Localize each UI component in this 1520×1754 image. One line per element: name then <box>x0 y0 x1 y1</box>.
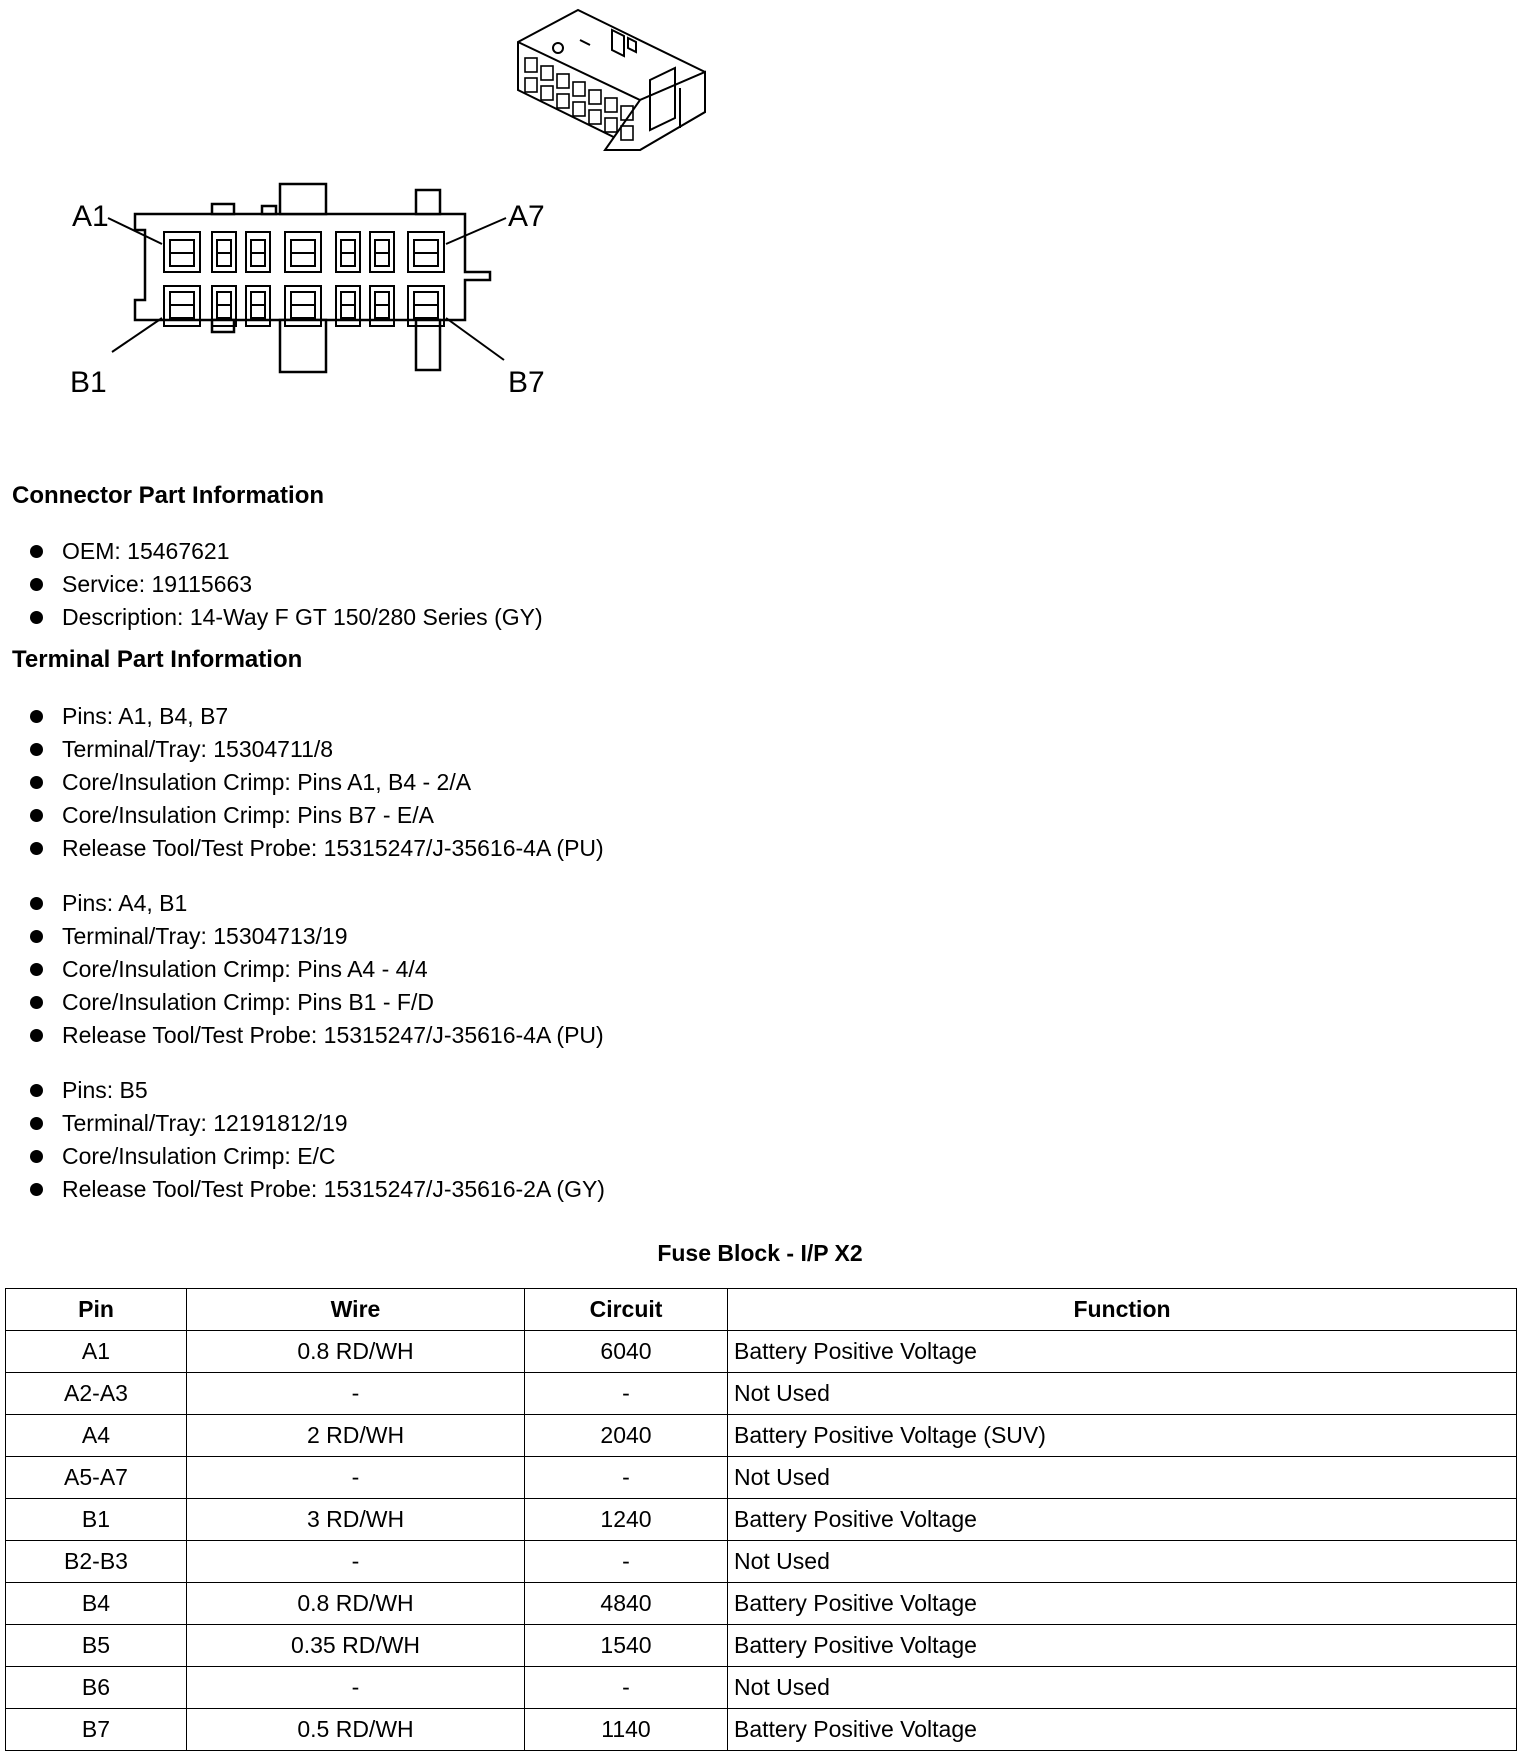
terminal-info-title: Terminal Part Information <box>12 646 303 673</box>
table-row <box>6 1583 1517 1625</box>
cell-pin: B1 <box>6 1499 187 1541</box>
cell-wire: 3 RD/WH <box>187 1499 525 1541</box>
cell-pin: B2-B3 <box>6 1541 187 1583</box>
terminal-group-1 <box>30 700 604 865</box>
pin-table <box>5 1288 1517 1751</box>
list-item: OEM: 15467621 <box>30 535 543 568</box>
cell-pin: B6 <box>6 1667 187 1709</box>
list-item: Pins: A1, B4, B7 <box>30 700 604 733</box>
cell-function: Not Used <box>728 1457 1517 1499</box>
connector-info-list <box>30 535 543 634</box>
cell-wire: 0.35 RD/WH <box>187 1625 525 1667</box>
cell-pin: A5-A7 <box>6 1457 187 1499</box>
cell-function: Battery Positive Voltage <box>728 1625 1517 1667</box>
connector-diagram <box>0 0 760 420</box>
cell-function: Battery Positive Voltage (SUV) <box>728 1415 1517 1457</box>
cell-circuit: - <box>525 1373 728 1415</box>
list-item: Core/Insulation Crimp: Pins B1 - F/D <box>30 986 604 1019</box>
list-item: Pins: A4, B1 <box>30 887 604 920</box>
cell-pin: A1 <box>6 1331 187 1373</box>
cell-function: Battery Positive Voltage <box>728 1331 1517 1373</box>
table-row <box>6 1625 1517 1667</box>
table-header-row <box>6 1289 1517 1331</box>
list-item: Core/Insulation Crimp: Pins A1, B4 - 2/A <box>30 766 604 799</box>
table-row <box>6 1415 1517 1457</box>
connector-face-view <box>135 184 490 372</box>
cell-wire: 0.8 RD/WH <box>187 1331 525 1373</box>
cell-circuit: - <box>525 1457 728 1499</box>
list-item: Terminal/Tray: 12191812/19 <box>30 1107 605 1140</box>
table-title: Fuse Block - I/P X2 <box>657 1240 863 1266</box>
list-item: Service: 19115663 <box>30 568 543 601</box>
list-item: Core/Insulation Crimp: E/C <box>30 1140 605 1173</box>
list-item: Release Tool/Test Probe: 15315247/J-35616-2A (GY) <box>30 1173 605 1206</box>
list-item: Core/Insulation Crimp: Pins B7 - E/A <box>30 799 604 832</box>
table-row <box>6 1457 1517 1499</box>
cell-circuit: 6040 <box>525 1331 728 1373</box>
table-row <box>6 1499 1517 1541</box>
table-row <box>6 1331 1517 1373</box>
cell-circuit: - <box>525 1667 728 1709</box>
pin-label-b7: B7 <box>508 366 545 399</box>
connector-info-title: Connector Part Information <box>12 482 325 509</box>
table-row <box>6 1667 1517 1709</box>
cell-circuit: 4840 <box>525 1583 728 1625</box>
header-pin: Pin <box>6 1289 187 1331</box>
cell-wire: 0.5 RD/WH <box>187 1709 525 1751</box>
cell-pin: B7 <box>6 1709 187 1751</box>
cell-wire: - <box>187 1541 525 1583</box>
terminal-group-2 <box>30 887 604 1052</box>
cell-function: Not Used <box>728 1667 1517 1709</box>
cell-pin: A2-A3 <box>6 1373 187 1415</box>
connector-3d-illustration <box>518 10 705 150</box>
cell-pin: B5 <box>6 1625 187 1667</box>
cell-function: Battery Positive Voltage <box>728 1709 1517 1751</box>
pin-label-a1: A1 <box>72 200 109 233</box>
list-item: Description: 14-Way F GT 150/280 Series (GY) <box>30 601 543 634</box>
cell-wire: - <box>187 1373 525 1415</box>
cell-pin: B4 <box>6 1583 187 1625</box>
cell-wire: 0.8 RD/WH <box>187 1583 525 1625</box>
cell-pin: A4 <box>6 1415 187 1457</box>
cell-function: Battery Positive Voltage <box>728 1499 1517 1541</box>
list-item: Core/Insulation Crimp: Pins A4 - 4/4 <box>30 953 604 986</box>
cell-function: Not Used <box>728 1541 1517 1583</box>
terminal-group-3 <box>30 1074 605 1206</box>
cell-wire: 2 RD/WH <box>187 1415 525 1457</box>
cell-wire: - <box>187 1667 525 1709</box>
pin-label-a7: A7 <box>508 200 545 233</box>
cell-circuit: 1240 <box>525 1499 728 1541</box>
cell-circuit: 1540 <box>525 1625 728 1667</box>
cell-function: Battery Positive Voltage <box>728 1583 1517 1625</box>
cell-circuit: 2040 <box>525 1415 728 1457</box>
header-circuit: Circuit <box>525 1289 728 1331</box>
cell-circuit: 1140 <box>525 1709 728 1751</box>
list-item: Release Tool/Test Probe: 15315247/J-35616-4A (PU) <box>30 832 604 865</box>
pin-label-b1: B1 <box>70 366 107 399</box>
header-wire: Wire <box>187 1289 525 1331</box>
table-row <box>6 1373 1517 1415</box>
cell-circuit: - <box>525 1541 728 1583</box>
cell-wire: - <box>187 1457 525 1499</box>
list-item: Terminal/Tray: 15304713/19 <box>30 920 604 953</box>
cell-function: Not Used <box>728 1373 1517 1415</box>
list-item: Release Tool/Test Probe: 15315247/J-35616-4A (PU) <box>30 1019 604 1052</box>
table-row <box>6 1541 1517 1583</box>
table-row <box>6 1709 1517 1751</box>
list-item: Terminal/Tray: 15304711/8 <box>30 733 604 766</box>
list-item: Pins: B5 <box>30 1074 605 1107</box>
header-function: Function <box>728 1289 1517 1331</box>
